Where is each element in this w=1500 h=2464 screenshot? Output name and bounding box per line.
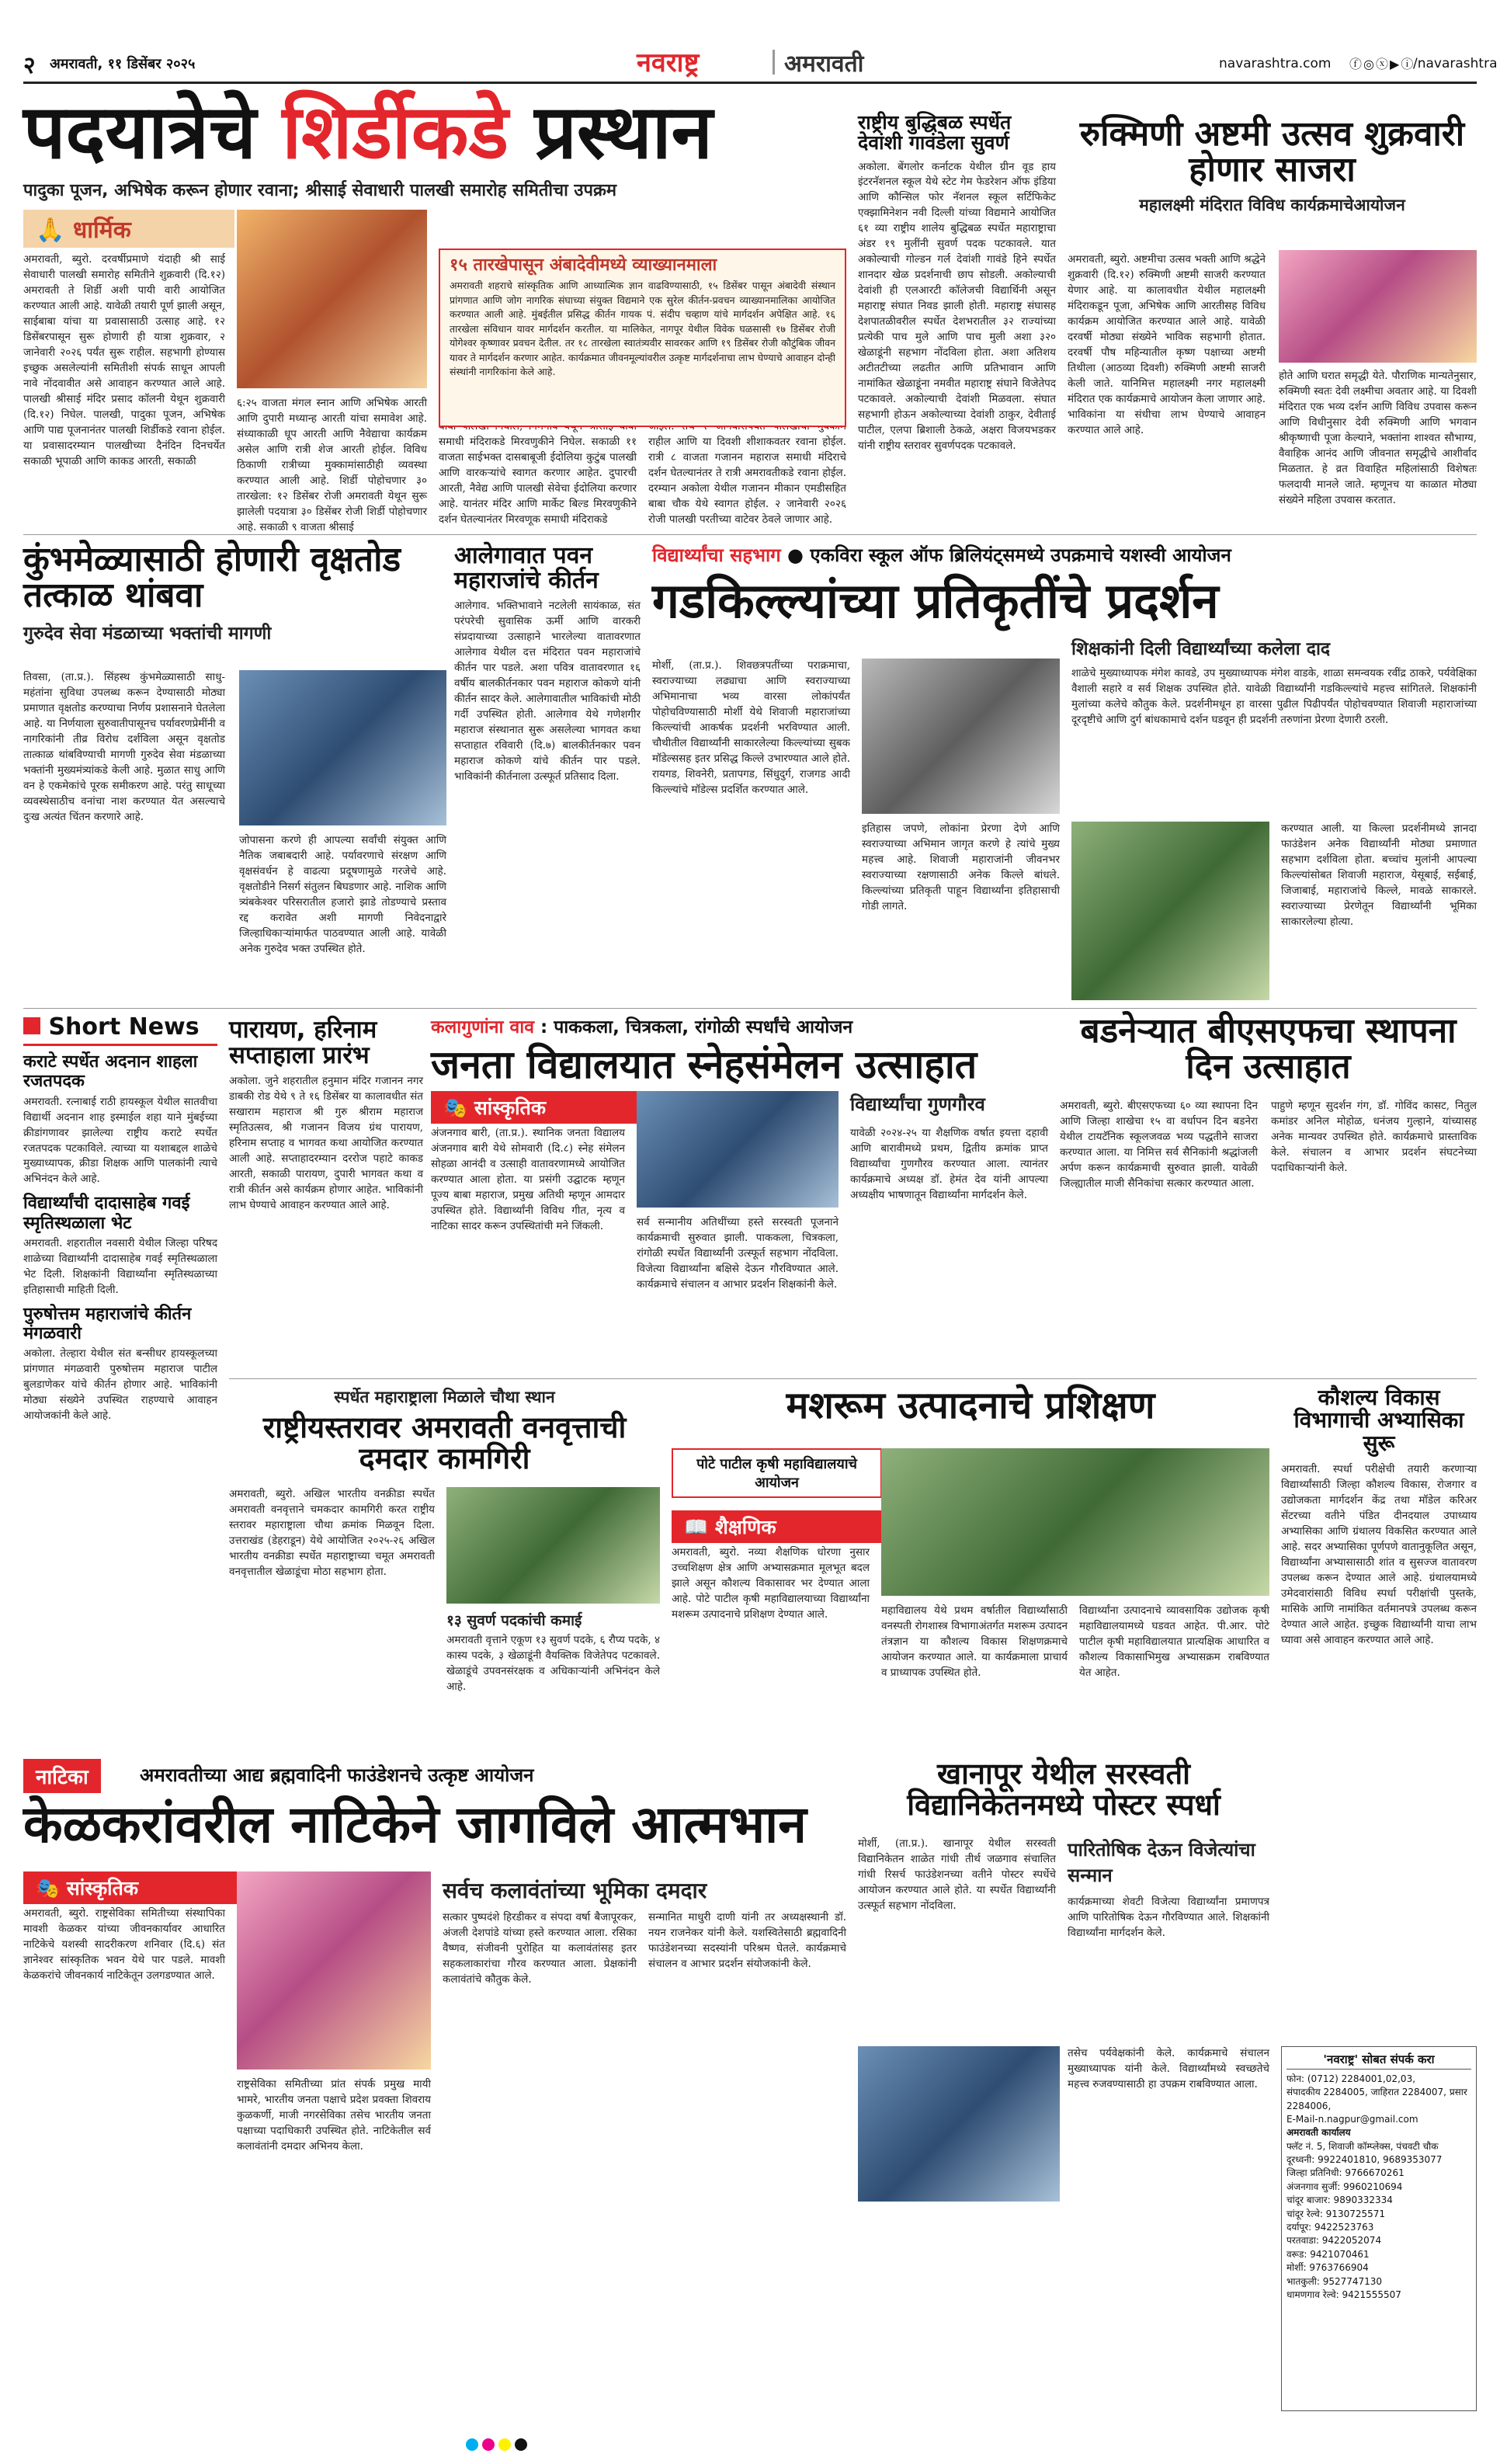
section-tag-dharmik: 🙏 धार्मिक: [23, 210, 234, 248]
natika-kicker: अमरावतीच्या आद्य ब्रह्मवादिनी फाउंडेशनचे उत्कृष्ट आयोजन: [140, 1764, 534, 1786]
contact-line: परतवाडा: 9422052074: [1286, 2235, 1382, 2247]
short-news-label: Short News: [23, 1013, 217, 1046]
book-icon: 📖: [684, 1516, 709, 1538]
gadkille-article: [652, 542, 1477, 1000]
contact-line: धामणगाव रेल्वे: 9421555507: [1286, 2289, 1401, 2300]
badnera-body-col2: पाहुणे म्हणून सुदर्शन गंग, डॉ. गोविंद कासट, नितुल कमांडर अनिल मोहोळ, धनंजय गुल्हाने, यांच्यासह अनेक मान्यवर उपस्थित होते. कार्यक्रमाचे प्रास्ताविक केले. संचालन व आभार प्रदर्शन संघटनेच्या पदाधिकाऱ्यांनी केले.: [1271, 1100, 1477, 1174]
contact-line: जिल्हा प्रतिनिधी: 9766670261: [1286, 2167, 1405, 2179]
list-item: [23, 1194, 217, 1298]
social-handle[interactable]: /navarashtra: [1413, 56, 1498, 71]
page-number: २: [23, 52, 36, 79]
poster-competition-photo: [858, 2046, 1060, 2202]
khanapur-body-col1: मोर्शी, (ता.प्र.). खानापूर येथील सरस्वती विद्यानिकेतन शाळेत गांधी तीर्थ जळगाव संचालित गांधी रिसर्च फाउंडेशनच्या वतीने पोस्टर स्पर्धेचे आयोजन करण्यात आले होते. या स्पर्धेत विद्यार्थ्यांनी उत्स्फूर्त सहभाग नोंदविला.: [858, 1837, 1056, 1912]
edition-name: अमरावती: [784, 50, 864, 78]
natika-photo: [237, 1871, 431, 2070]
natika-body-col2: राष्ट्रसेविका समितीच्या प्रांत संपर्क प्रमुख मायी भामरे, भारतीय जनता पक्षाचे प्रदेश प्रवक्ता शिवराय कुळकर्णी, माजी नगरसेविका तसेच भारतीय जनता पक्षाच्या पदाधिकारी उपस्थित होते. नाटिकेतील सर्व कलावंतांनी दमदार अभिनय केला.: [237, 2078, 431, 2153]
natika-article: [23, 1795, 846, 2434]
janata-subhead: विद्यार्थ्यांचा गुणगौरव: [850, 1093, 985, 1115]
gadkille-subhead: शिक्षकांनी दिली विद्यार्थ्यांच्या कलेला दाद: [1071, 639, 1331, 659]
natika-body-col1: अमरावती, ब्युरो. राष्ट्रसेविका समितीच्या संस्थापिका मावशी केळकर यांच्या जीवनकार्यावर आधारित नाटिकेचे यशस्वी सादरीकरण शनिवार (दि.६) संत ज्ञानेश्वर सांस्कृतिक भवन येथे पार पडले. मावशी केळकरांचे जीवनकार्य नाटिकेतून उलगडण्यात आले.: [23, 1907, 225, 1982]
lecture-box: [439, 248, 846, 427]
natika-subhead: सर्वच कलावंतांच्या भूमिका दमदार: [443, 1878, 707, 1903]
kumbh-photo: [239, 670, 446, 825]
sammelan-photo: [637, 1091, 839, 1208]
parayan-article: [229, 1017, 423, 1367]
gadkille-kicker: विद्यार्थ्यांचा सहभाग ● एकविरा स्कूल ऑफ ब्रिलियंट्समध्ये उपक्रमाचे यशस्वी आयोजन: [652, 544, 1231, 566]
contact-line[interactable]: E-Mail-n.nagpur@gmail.com: [1286, 2113, 1418, 2125]
forest-team-photo: [446, 1487, 660, 1604]
short-news-body: अमरावती. रत्नाबाई राठी हायस्कूल येथील सातवीचा विद्यार्थी अदनान शाह इस्माईल शहा याने मुंबईच्या क्रीडांगणावर झालेल्या राष्ट्रीय कराटे स्पर्धेत रजतपदक पटकाविले. त्याच्या या यशाबद्दल शाळेचे मुख्याध्यापक, क्रीडा शिक्षक आणि पालकांनी त्याचे अभिनंदन केले आहे.: [23, 1095, 217, 1186]
chess-headline: राष्ट्रीय बुद्धिबळ स्पर्धेत देवांशी गावंडेला सुवर्ण: [858, 111, 1012, 155]
badnera-article: [1060, 1013, 1477, 1371]
natika-band: [23, 1759, 831, 1793]
chess-article: [858, 113, 1056, 532]
divider: [229, 1378, 1477, 1379]
rukmini-headline: रुक्मिणी अष्टमी उत्सव शुक्रवारी होणार साजरा: [1079, 114, 1465, 190]
x-icon[interactable]: ⓧ: [1375, 57, 1390, 71]
section-tag-sanskrutik: 🎭 सांस्कृतिक: [431, 1091, 650, 1124]
bullet-icon: ●: [787, 544, 804, 566]
mushroom-body-col3: विद्यार्थ्यांना उत्पादनाचे व्यावसायिक उद्योजक कृषी महाविद्यालयामध्ये घडवत आहेत. पी.आर. पोटे पाटील कृषी महाविद्यालयात प्रात्यक्षिक आधारित व कौशल्य विकासाभिमुख अभ्यासक्रम राबविण्यात येत आहेत.: [1079, 1604, 1269, 1679]
khanapur-headline: खानापूर येथील सरस्वती विद्यानिकेतनमध्ये पोस्टर स्पर्धा: [907, 1757, 1220, 1822]
lead-headline: पदयात्रेचे शिर्डीकडे प्रस्थान: [23, 89, 713, 176]
short-news-body: अकोला. तेल्हारा येथील संत बन्सीधर हायस्कूलच्या प्रांगणात मंगळवारी पुरुषोत्तम महाराज पाटील बुलडाणेकर यांचे कीर्तन होणार आहे. भाविकांनी मोठ्या संख्येने उपस्थित राहण्याचे आवाहन आयोजकांनी केले आहे.: [23, 1347, 217, 1423]
aalegaon-body: आलेगाव. भक्तिभावाने नटलेली सायंकाळ, संत परंपरेची सुवासिक ऊर्मी आणि वारकरी संप्रदायाच्या उत्साहाने भारलेल्या वातावरणात आलेगाव येथील दत्त मंदिरात पवन महाराजांचे कीर्तन पार पडले. अशा पवित्र वातावरणात १६ वर्षीय बालकीर्तनकार पवन महाराज कोकणे यांनी कीर्तन सादर केले. आलेगावातील भाविकांची मोठी गर्दी उपस्थित होती. आलेगाव येथे गणेशगीर महाराज संस्थानात सुरू असलेल्या भागवत कथा सप्ताहात रविवारी (दि.७) बालकीर्तनकार पवन महाराज कोकणे यांचे कीर्तन पार पडले. भाविकांनी कीर्तनाला उत्स्फूर्त प्रतिसाद दिला.: [454, 599, 641, 783]
khanapur-body-col2: कार्यक्रमाच्या शेवटी विजेत्या विद्यार्थ्यांना प्रमाणपत्र आणि पारितोषिक देऊन गौरविण्यात आले. शिक्षकांनी विद्यार्थ्यांना मार्गदर्शन केले.: [1068, 1896, 1269, 1939]
khanapur-body-col3: तसेच पर्यवेक्षकांनी केले. कार्यक्रमाचे संचालन मुख्याध्यापक यांनी केले. विद्यार्थ्यांमध्ये स्वच्छतेचे महत्त्व रुजवण्यासाठी हा उपक्रम राबविण्यात आला.: [1068, 2047, 1269, 2090]
janata-headline: जनता विद्यालयात स्नेहसंमेलन उत्साहात: [431, 1042, 977, 1087]
gadkille-body-col2: इतिहास जपणे, लोकांना प्रेरणा देणे आणि स्वराज्याच्या अभिमान जागृत करणे हे त्यांचे मुख्य महत्त्व आहे. शिवाजी महाराजांनी जीवनभर स्वराज्याच्या रक्षणासाठी अनेक किल्ले बांधले. किल्ल्यांच्या प्रतिकृती पाहून विद्यार्थ्यांना इतिहासाची गोडी लागते.: [862, 822, 1060, 912]
facebook-icon[interactable]: ⓕ: [1349, 57, 1364, 71]
sai-baba-photo: [237, 210, 427, 388]
lecture-body: अमरावती शहराचे सांस्कृतिक आणि आध्यात्मिक ज्ञान वाढविण्यासाठी, १५ डिसेंबर पासून अंबादेवी संस्थान प्रांगणात आणि जोग नागरिक संघाच्या संयुक्त विद्यमाने एक सुरेल कीर्तन-प्रवचन व्याख्यानमालिका आयोजित करण्यात आली आहे. मुंबईतील प्रसिद्ध कीर्तन गायक पं. संदीप चव्हाण यांचे मार्गदर्शन अपेक्षित आहे. १६ तारखेला संविधान यावर मार्गदर्शन करतील. या मालिकेत, नागपूर येथील विवेक घळसासी १७ डिसेंबर रोजी योगेश्वर कृष्णावर प्रवचन देतील. तर १८ तारखेला स्वातंत्र्यवीर सावरकर आणि १९ डिसेंबर रोजी कौटुंबिक जीवन यावर ते मार्गदर्शन करणार आहेत. कार्यक्रमात जीवनमूल्यांवरील उत्कृष्ट मार्गदर्शनाचा लाभ घेण्याचे आवाहन दोन्ही संस्थांनी नागरिकांना केले आहे.: [450, 280, 835, 378]
page-date: अमरावती, ११ डिसेंबर २०२५: [50, 56, 196, 72]
vanvrutta-body-col2: अमरावती वृत्ताने एकूण १३ सुवर्ण पदके, ६ रौप्य पदके, ४ कास्य पदके, ३ खेळाडूंनी वैयक्तिक विजेतेपद पटकावले. खेळाडूंचे उपवनसंरक्षक व अधिकाऱ्यांनी अभिनंदन केले आहे.: [446, 1634, 660, 1693]
vanvrutta-body-col1: अमरावती, ब्युरो. अखिल भारतीय वनक्रीडा स्पर्धेत अमरावती वनवृत्ताने चमकदार कामगिरी करत राष्ट्रीय स्तरावर महाराष्ट्राला चौथा क्रमांक मिळवून दिला. उत्तराखंड (डेहराडून) येथे आयोजित २०२५-२६ अखिल भारतीय वनक्रीडा स्पर्धेत महाराष्ट्राच्या चमूत अमरावती वनवृत्तातील खेळाडूंचा मोठा सहभाग होता.: [229, 1488, 435, 1578]
lecture-title: १५ तारखेपासून अंबादेवीमध्ये व्याख्यानमाला: [450, 255, 717, 275]
janata-kicker: कलागुणांना वाव : पाककला, चित्रकला, रांगोळी स्पर्धांचे आयोजन: [431, 1017, 853, 1037]
contact-line: मोर्शी: 9763766904: [1286, 2262, 1369, 2274]
contact-title: 'नवराष्ट्र' सोबत संपर्क करा: [1286, 2052, 1471, 2070]
fort-models-photo: [862, 659, 1060, 814]
short-news-title: विद्यार्थ्यांची दादासाहेब गवई स्मृतिस्थळाला भेट: [23, 1194, 190, 1233]
kaushalya-article: [1281, 1386, 1477, 2038]
janata-body-col1: अंजनगाव बारी, (ता.प्र.). स्थानिक जनता विद्यालय अंजनगाव बारी येथे सोमवारी (दि.८) स्नेह संमेलन सोहळा आनंदी व उत्साही वातावरणामध्ये आयोजित करण्यात आला होता. या प्रसंगी उद्घाटक म्हणून पूज्य बाबा महाराज, प्रमुख अतिथी म्हणून आमदार उपस्थित होते. विद्यार्थ्यांनी विविध गीत, नृत्य व नाटिका सादर करून उपस्थितांची मने जिंकली.: [431, 1127, 625, 1232]
list-item: [23, 1052, 217, 1187]
contact-line: दूरध्वनी: 9922401810, 9689353077: [1286, 2154, 1443, 2166]
lead-body-col4: राहील आणि या दिवशी शीशाकवतर रवाना होईल. रात्री ८ वाजता गजानन महाराज समाधी मंदिराचे दर्शन घेतल्यानंतर ते रात्री अमरावतीकडे रवाना होईल. दरम्यान अकोला येथील गजानन मीकान एमडीसहित बाबा चौक येथे स्वागत होईल. २ जानेवारी २०२६ रोजी पालखी परतीच्या वाटेवर ठेवले जाणार आहे.: [648, 435, 846, 526]
masthead: [23, 43, 1498, 84]
list-item: [23, 1305, 217, 1424]
divider: [23, 534, 1477, 535]
kumbh-body-col2: जोपासना करणे ही आपल्या सर्वांची संयुक्त आणि नैतिक जबाबदारी आहे. पर्यावरणाचे संरक्षण आणि वृक्षसंवर्धन हे वाढत्या प्रदूषणामुळे गरजेचे आहे. वृक्षतोडीने निसर्ग संतुलन बिघडणार आहे. नाशिक आणि त्र्यंबकेश्वर परिसरातील हजारो झाडे तोडण्याचे प्रस्ताव रद्द करावेत अशी मागणी निवेदनाद्वारे जिल्हाधिकाऱ्यांमार्फत पाठवण्यात आली आहे. यावेळी अनेक गुरुदेव भक्त उपस्थित होते.: [239, 834, 446, 955]
masks-icon: 🎭: [443, 1096, 468, 1119]
mushroom-headline: मशरूम उत्पादनाचे प्रशिक्षण: [786, 1384, 1155, 1427]
kumbh-headline: कुंभमेळ्यासाठी होणारी वृक्षतोड तत्काळ थांबवा: [23, 540, 401, 616]
contact-line: अमरावती कार्यालय: [1286, 2127, 1351, 2139]
masks-icon: 🎭: [36, 1877, 61, 1899]
contact-line: संपादकीय 2284005, जाहिरात 2284007, प्रसार 2284006,: [1286, 2087, 1467, 2111]
gadkille-body-col4: करण्यात आली. या किल्ला प्रदर्शनीमध्ये ज्ञानदा फाउंडेशन अनेक विद्यार्थ्यांनी मोठ्या प्रमाणात सहभाग दर्शविला होता. बच्चांच मुलांनी आपल्या किल्ल्यांसोबत शिवाजी महाराज, येसूबाई, सईबाई, जिजाबाई, महाराजांचे किल्ले, मावळे साकारले. स्वराज्याच्या प्रेरणेतून विद्यार्थ्यांनी भूमिका साकारलेल्या होत्या.: [1281, 822, 1477, 928]
contact-line: भातकुली: 9527747130: [1286, 2275, 1383, 2287]
lead-body-col2: ६:२५ वाजता मंगल स्नान आणि अभिषेक आरती आणि दुपारी मध्यान्ह आरती यांचा समावेश आहे. संध्याकाळी धूप आरती आणि नैवेद्याचा कार्यक्रम असेल आणि रात्री शेज आरती होईल. विविध ठिकाणी रात्रीच्या मुक्कामांसाठीही व्यवस्था करण्यात आली आहे. शिर्डी पोहोचणार ३० तारखेला: १२ डिसेंबर रोजी अमरावती येथून सुरू झालेली पदयात्रा ३० डिसेंबर रोजी शिर्डी पोहोचणार आहे. सकाळी ९ वाजता श्रीसाई: [237, 397, 427, 533]
contact-box: [1281, 2046, 1477, 2411]
brand-logo[interactable]: नवराष्ट्र: [637, 47, 700, 78]
mushroom-training-photo: [881, 1448, 1269, 1596]
mushroom-college-box: पोटे पाटील कृषी महाविद्यालयाचे आयोजन: [672, 1448, 882, 1498]
mushroom-body-col2: महाविद्यालय येथे प्रथम वर्षातील विद्यार्थ्यांसाठी वनस्पती रोगशास्त्र विभागाअंतर्गत मशरूम उत्पादन तंत्रज्ञान या कौशल्य विकास शिक्षणक्रमाचे आयोजन करण्यात आले. या कार्यक्रमाला प्राचार्य व प्राध्यापक उपस्थित होते.: [881, 1604, 1068, 1679]
contact-line: अंजनगाव सुर्जी: 9960210694: [1286, 2181, 1403, 2192]
kumbh-body-col1: तिवसा, (ता.प्र.). सिंहस्थ कुंभमेळ्यासाठी साधु-महंतांना सुविधा उपलब्ध करून देण्यासाठी मोठ्या प्रमाणात वृक्षतोड करण्याचा निर्णय प्रशासनाने घेतलेला आहे. या निर्णयाला सुरुवातीपासूनच पर्यावरणप्रेमींनी व नागरिकांनी तीव्र विरोध दर्शविला असून वृक्षतोड तात्काळ थांबविण्याची मागणी गुरुदेव सेवा मंडळाच्या भक्तांनी मुख्यमंत्र्यांकडे केली आहे. मुळात साधु आणि वन हे एकमेकांचे पूरक समीकरण आहे. परंतु साधूच्या व्यवस्थेसाठीच वनांचा नाश करण्यात येत असल्याचे दुःख अत्यंत चिंतन करणारे आहे.: [23, 671, 225, 823]
lead-subhead: पादुका पूजन, अभिषेक करून होणार रवाना; श्रीसाई सेवाधारी पालखी समारोह समितीचा उपक्रम: [23, 180, 617, 200]
registration-marks: [466, 2438, 699, 2454]
vanvrutta-kicker: स्पर्धेत महाराष्ट्राला मिळाले चौथा स्थान: [334, 1388, 555, 1406]
short-news-body: अमरावती. शहरातील नवसारी येथील जिल्हा परिषद शाळेच्या विद्यार्थ्यांनी दादासाहेब गवई स्मृतिस्थळाला भेट दिली. शिक्षकांनी विद्यार्थ्यांना स्मृतिस्थळाच्या इतिहासाची माहिती दिली.: [23, 1237, 217, 1296]
natika-body-col4: सन्मानित माधुरी दाणी यांनी तर अध्यक्षस्थानी डॉ. नयन राजनेकर यांनी केले. यशस्वितेसाठी ब्रह्मवादिनी फाउंडेशनच्या सदस्यांनी परिश्रम घेतले. कार्यक्रमाचे संचालन व आभार प्रदर्शन संयोजकांनी केले.: [648, 1911, 846, 1970]
janata-body-col2: सर्व सन्मानीय अतिथींच्या हस्ते सरस्वती पूजनाने कार्यक्रमाची सुरुवात झाली. पाककला, चित्रकला, रांगोळी स्पर्धेत विद्यार्थ्यांनी उत्स्फूर्त सहभाग नोंदविला. विजेत्या विद्यार्थ्यांना बक्षिसे देऊन गौरविण्यात आले. कार्यक्रमाचे संचालन व आभार प्रदर्शन शिक्षकांनी केले.: [637, 1216, 839, 1291]
aalegaon-article: [454, 544, 641, 1002]
youtube-icon[interactable]: ▶: [1390, 57, 1401, 71]
short-news-title: पुरुषोत्तम महाराजांचे कीर्तन मंगळवारी: [23, 1304, 192, 1344]
social-icons[interactable]: [1349, 54, 1415, 72]
short-news-title: कराटे स्पर्धेत अदनान शाहला रजतपदक: [23, 1052, 198, 1092]
lead-body-col1: अमरावती, ब्युरो. दरवर्षीप्रमाणे यंदाही श्री साई सेवाधारी पालखी समारोह समितीने शुक्रवारी (दि.१२) अमरावती ते शिर्डी अशी पायी वारी आयोजित करण्यात आली आहे. यावेळी तयारी पूर्ण झाली असून, साईबाबा यांचा या प्रवासासाठी उत्साह आहे. १२ डिसेंबरपासून सुरू होणारी ही यात्रा शुक्रवार, २ जानेवारी २०२६ पर्यंत सुरू राहील. सहभागी होण्यास इच्छुक असलेल्यांनी समितीशी संपर्क साधून आपली नावे नोंदवावीत असे आवाहन करण्यात आले आहे. पालखी श्रीसाई मंदिर प्रसाद कॉलनी येथून शुक्रवारी (दि.१२) निघेल. पालखी, पादुका पूजन, अभिषेक आणि पाद्य पूजनानंतर पालखी शिर्डीकडे रवाना होईल. या प्रवासादरम्यान पालखीच्या दैनंदिन दिनचर्येत सकाळी भूपाळी आणि काकड आरती, सकाळी: [23, 253, 225, 467]
vanvrutta-headline: राष्ट्रीयस्तरावर अमरावती वनवृत्ताची दमदार कामगिरी: [262, 1410, 627, 1475]
contact-line: चांदूर बाजार: 9890332334: [1286, 2195, 1393, 2206]
parayan-headline: पारायण, हरिनाम सप्ताहाला प्रारंभ: [229, 1016, 377, 1069]
contact-line: दर्यापूर: 9422523763: [1286, 2222, 1374, 2233]
mushroom-body-col1: अमरावती, ब्युरो. नव्या शैक्षणिक धोरणा नुसार उच्चशिक्षण क्षेत्र आणि अभ्यासक्रमात मूलभूत बदल झाले असून कौशल्य विकासावर भर देण्यात आला आहे. पोटे पाटील कृषी महाविद्यालयाच्या विद्यार्थ्यांना मशरूम उत्पादनाचे प्रशिक्षण देण्यात आले.: [672, 1546, 870, 1621]
kumbh-subhead: गुरुदेव सेवा मंडळाच्या भक्तांची मागणी: [23, 624, 272, 645]
gadkille-body-col1: मोर्शी, (ता.प्र.). शिवछत्रपतींच्या पराक्रमाचा, स्वराज्याच्या लढ्याचा आणि स्वराज्याच्या अभिमानाचा भव्य वारसा लोकांपर्यंत पोहोचविण्यासाठी मोर्शी येथे शिवाजी महाराजांच्या किल्ल्यांची आकर्षक प्रदर्शनी भरविण्यात आली. चौथीतील विद्यार्थ्यांनी साकारलेल्या किल्ल्यांच्या सुबक मॉडेल्ससह इतर प्रसिद्ध किल्ले उभारण्यात आले होते. रायगड, शिवनेरी, प्रतापगड, सिंधुदुर्ग, राजगड आदी किल्ल्यांचे मॉडेल्स प्रदर्शित करण्यात आले.: [652, 659, 850, 796]
linkedin-icon[interactable]: ⓘ: [1401, 57, 1415, 71]
rukmini-body-col2: होते आणि घरात समृद्धी येते. पौराणिक मान्यतेनुसार, रुक्मिणी स्वतः देवी लक्ष्मीचा अवतार आहे. या दिवशी मंदिरात एक भव्य दर्शन आणि विविध उपवास करून आणि विधीनुसार देवी रुक्मिणी आणि भगवान श्रीकृष्णाची पूजा केल्याने, भक्तांना शाश्वत सौभाग्य, वैवाहिक आनंद आणि जीवनात समृद्धीचे आशीर्वाद मिळतात. हे व्रत विवाहित महिलांसाठी विशेषतः फलदायी मानले जाते. म्हणूनच या काळात मोठ्या संख्येने महिला उपवास करतात.: [1279, 370, 1477, 506]
section-tag-shaikshanik: 📖 शैक्षणिक: [672, 1510, 894, 1543]
mushroom-article: [672, 1386, 1269, 1751]
kumbh-article: [23, 542, 446, 1000]
hands-icon: 🙏: [36, 217, 65, 244]
section-tag-natika: 🎭 सांस्कृतिक: [23, 1871, 250, 1904]
edition-divider: [773, 50, 775, 75]
rukmini-subhead: महालक्ष्मी मंदिरात विविध कार्यक्रमाचेआयोजन: [1139, 196, 1405, 215]
gadkille-body-col3: शाळेचे मुख्याध्यापक मंगेश कावडे, उप मुख्याध्यापक मंगेश वाडके, शाळा समन्वयक रवींद्र ठाकरे, पर्यवेक्षिका वैशाली सहारे व सर्व शिक्षक उपस्थित होते. यावेळी विद्यार्थ्यांनी गडकिल्ल्यांचे महत्त्व सांगितले. शिक्षकांनी मुलांच्या कलेचे कौतुक केले. प्रदर्शनीमधून हा वारसा पुढील पिढीपर्यंत पोहोचवण्यात शिवाजी महाराजांच्या दूरदृष्टीचे आणि दुर्ग बांधकामाचे दर्शन घडवून ही प्रदर्शनी तरुणांना प्रेरणा देणारी ठरली.: [1071, 667, 1477, 726]
janata-article: [431, 1013, 1048, 1371]
lead-body-col3: समाधी मंदिराकडे मिरवणुकीने निघेल. सकाळी ११ वाजता साईभक्त दासबाबूजी ईदोलिया कुटुंब पालखी आणि वारकऱ्यांचे स्वागत करणार आहेत. दुपारची आरती, नैवेद्य आणि पालखी सेवेचा ईदोलिया करणार आहे. यानंतर मंदिर आणि मार्केट बिल्ड मिरवणुकीने दर्शन घेतल्यानंतर मिरवणूक समाधी मंदिराकडे: [439, 435, 637, 526]
instagram-icon[interactable]: ◎: [1363, 57, 1376, 71]
kaushalya-body: अमरावती. स्पर्धा परीक्षेची तयारी करणाऱ्या विद्यार्थ्यांसाठी जिल्हा कौशल्य विकास, रोजगार व उद्योजकता मार्गदर्शन केंद्र तथा मॉडेल करिअर सेंटरच्या वतीने पंडित दीनदयाल उपाध्याय अभ्यासिका आणि ग्रंथालय विकसित करण्यात आले आहे. सदर अभ्यासिका पूर्णपणे वातानुकूलित असून, विद्यार्थ्यांना अभ्यासासाठी शांत व सुसज्ज वातावरण उपलब्ध करून देण्यात आले आहे. ग्रंथालयामध्ये उमेदवारांसाठी विविध स्पर्धा परीक्षांची पुस्तके, मासिके आणि नामांकित वर्तमानपत्रे उपलब्ध करून देण्यात आले आहेत. इच्छुक विद्यार्थ्यांनी याचा लाभ घ्यावा असे आवाहन करण्यात आले आहे.: [1281, 1463, 1477, 1646]
badnera-headline: बडनेऱ्यात बीएसएफचा स्थापना दिन उत्साहात: [1080, 1011, 1457, 1087]
divider: [23, 1008, 1477, 1009]
janata-body-col3: यावेळी २०२४-२५ या शैक्षणिक वर्षात इयत्ता दहावी आणि बारावीमध्ये प्रथम, द्वितीय क्रमांक प्राप्त विद्यार्थ्यांचा गुणगौरव करण्यात आला. त्यानंतर कार्यक्रमाचे अध्यक्ष डॉ. हेमंत देव यांनी आपल्या अध्यक्षीय भाषणातून विद्यार्थ्यांना मार्गदर्शन केले.: [850, 1127, 1048, 1201]
aalegaon-headline: आलेगावात पवन महाराजांचे कीर्तन: [454, 542, 599, 594]
short-news-icon: [23, 1017, 40, 1034]
khanapur-article: [858, 1759, 1269, 2411]
rukmini-article: [1068, 116, 1477, 528]
contact-line: फोन: (0712) 2284001,02,03,: [1286, 2073, 1416, 2084]
kaushalya-headline: कौशल्य विकास विभागाची अभ्यासिका सुरू: [1293, 1385, 1464, 1456]
contact-line: चांदूर रेल्वे: 9130725571: [1286, 2208, 1386, 2219]
parayan-body: अकोला. जुने शहरातील हनुमान मंदिर गजानन नगर डाबकी रोड येथे ९ ते १६ डिसेंबर या कालावधीत संत सखाराम महाराज श्री गुरु श्रीराम महाराज स्मृतिउत्सव, श्री गजानन विजय ग्रंथ पारायण, हरिनाम सप्ताह व भागवत कथा आयोजित करण्यात आली आहे. सप्ताहादरम्यान दररोज पहाटे काकड आरती, सकाळी पारायण, दुपारी भागवत कथा व रात्री कीर्तन असे कार्यक्रम होणार आहेत. भाविकांनी लाभ घेण्याचे आवाहन करण्यात आले आहे.: [229, 1075, 423, 1211]
krishna-rukmini-photo: [1279, 250, 1477, 363]
vanvrutta-subhead: १३ सुवर्ण पदकांची कमाई: [446, 1612, 582, 1629]
natika-label: नाटिका: [23, 1759, 101, 1793]
khanapur-subhead: पारितोषिक देऊन विजेत्यांचा सन्मान: [1068, 1839, 1255, 1886]
contact-line: वरूड: 9421070461: [1286, 2248, 1370, 2260]
rukmini-body-col1: अमरावती, ब्युरो. अष्टमीचा उत्सव भक्ती आणि श्रद्धेने शुक्रवारी (दि.१२) रुक्मिणी अष्टमी साजरी करण्यात येणार आहे. या कालावधीत येथील महालक्ष्मी मंदिराकडून पूजा, अभिषेक आणि आरतीसह विविध कार्यक्रम आयोजित करण्यात आले आहे. यावेळी दरवर्षी मोठ्या संख्येने भाविक सहभागी होतात. दरवर्षी पौष महिन्यातील कृष्ण पक्षाच्या अष्टमी तिथीला (आठव्या दिवशी) रुक्मिणी अष्टमी साजरी केली जाते. यानिमित्त महालक्ष्मी नगर महालक्ष्मी मंदिरात एक कार्यक्रमाचे आयोजन केला जाणार आहे. भाविकांना या संधीचा लाभ घेण्याचे आवाहन करण्यात आले आहे.: [1068, 253, 1266, 436]
students-photo: [1071, 822, 1269, 1000]
chess-body: अकोला. बेंगलोर कर्नाटक येथील ग्रीन वूड हाय इंटरनॅशनल स्कूल येथे स्टेट गेम फेडरेशन ऑफ इंडिया आणि कौन्सिल फोर नॅशनल स्कूल सर्टिफिकेट एक्झामिनेशन नवी दिल्ली यांच्या विद्यमाने आयोजित ६१ व्या राष्ट्रीय शालेय बुद्धिबळ स्पर्धेत महाराष्ट्राचा अंडर १९ मुलींनी सुवर्ण पदक पटकावले. यात अकोल्याची गोल्डन गर्ल देवांशी गावंडे हिने स्पर्धेत शानदार खेळ प्रदर्शनाची छाप सोडली. अकोल्याची देवांशी ही एलआरटी कॉलेजची विद्यार्थिनी असून महाराष्ट्र संघात निवड झाली होती. महाराष्ट्र संघासह देशपातळीवरील स्पर्धेत देशभरातील ३२ राज्यांच्या प्रत्येकी पाच मुले आणि पाच मुली अशा ३२० खेळाडूंनी सहभाग नोंदविला होता. अशा अतिशय अटीतटीच्या लढतीत आणि प्रतिभावान आणि नामांकित खेळाडूंना नमवीत महाराष्ट्र संघाने विजेतेपद पटकावले. अकोल्याची देवांशी मिळवला. संघात सहभागी होऊन अकोल्याच्या देवांशी ठाकुर, देवीताई पाटील, एलपा ब्रिशाली ठेकळे, अक्षरा विजयभडकर यांनी राष्ट्रीय स्तरावर सुवर्णपदक पटकावले.: [858, 160, 1056, 452]
vanvrutta-article: [229, 1386, 660, 1751]
natika-headline: केळकरांवरील नाटिकेने जागविले आत्मभान: [23, 1795, 807, 1854]
natika-body-col3: सत्कार पुष्पदंशे हिरडीकर व संपदा वर्षा बैजापूरकर, अंजली देशपांडे यांच्या हस्ते करण्यात आला. रसिका वैष्णव, संजीवनी पुरोहित या कलावंतांसह इतर सहकलाकारांचा गौरव करण्यात आला. प्रेक्षकांनी कलावंतांचे कौतुक केले.: [443, 1911, 637, 1986]
website-link[interactable]: navarashtra.com: [1219, 56, 1332, 71]
contact-line: फ्लॅट नं. 5, शिवाजी कॉम्प्लेक्स, पंचवटी चौक: [1286, 2140, 1439, 2152]
badnera-body-col1: अमरावती, ब्युरो. बीएसएफच्या ६० व्या स्थापना दिन आणि जिल्हा शाखेचा १५ वा वर्धापन दिन बडनेरा येथील टायटॅनिक स्कूलजवळ भव्य पद्धतीने साजरा करण्यात आला. या निमित्त सर्व सैनिकांनी श्रद्धांजली अर्पण करून कार्यक्रमाची सुरुवात झाली. यावेळी जिल्ह्यातील माजी सैनिकांचा सत्कार करण्यात आला.: [1060, 1100, 1258, 1190]
gadkille-headline: गडकिल्ल्यांच्या प्रतिकृतींचे प्रदर्शन: [652, 572, 1219, 629]
